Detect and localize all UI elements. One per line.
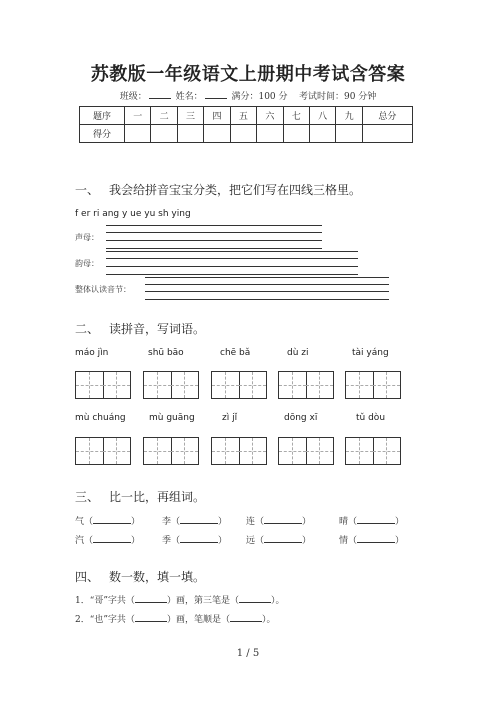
answer-blank[interactable] xyxy=(93,534,131,543)
full-score: 满分：100 分 xyxy=(231,92,288,102)
section4-heading xyxy=(75,568,205,585)
answer-blank[interactable] xyxy=(264,515,302,524)
answer-blank[interactable] xyxy=(264,534,302,543)
paren-close: ） xyxy=(395,517,405,527)
score-header-cell: 题序 xyxy=(80,107,125,125)
word-compare-item xyxy=(246,514,311,527)
question-text: ）画，笔顺是（ xyxy=(166,615,230,625)
char-label: 远（ xyxy=(246,536,265,546)
char-label: 气（ xyxy=(75,517,94,527)
section1-heading xyxy=(75,181,361,198)
tianzige-box[interactable] xyxy=(211,437,267,465)
word-compare-item xyxy=(75,533,140,546)
pinyin-word: máo jìn xyxy=(75,348,109,358)
pinyin-word: tài yáng xyxy=(352,348,389,358)
char-label: 连（ xyxy=(246,517,265,527)
score-header-cell: 二 xyxy=(151,107,177,125)
score-header-cell: 九 xyxy=(336,107,362,125)
page-number: 1 / 5 xyxy=(236,648,260,659)
section2-title: 读拼音，写词语。 xyxy=(109,322,206,336)
section1-letters: f er ri ang y ue yu sh ying xyxy=(75,209,191,219)
score-cell[interactable] xyxy=(204,125,230,143)
answer-blank[interactable] xyxy=(357,534,395,543)
tianzige-box[interactable] xyxy=(278,371,334,399)
tianzige-box[interactable] xyxy=(345,371,401,399)
answer-blank[interactable] xyxy=(357,515,395,524)
pinyin-word: mù guāng xyxy=(149,413,195,423)
tianzige-box[interactable] xyxy=(143,371,199,399)
question-1 xyxy=(75,593,284,606)
paren-close: ） xyxy=(302,517,312,527)
score-header-cell: 四 xyxy=(204,107,230,125)
question-2 xyxy=(75,612,275,625)
score-header-cell: 三 xyxy=(177,107,203,125)
score-header-cell: 总分 xyxy=(362,107,412,125)
paren-close: ） xyxy=(131,536,141,546)
question-text: 2．“也”字共（ xyxy=(75,615,135,625)
tianzige-box[interactable] xyxy=(278,437,334,465)
score-cell[interactable] xyxy=(125,125,151,143)
answer-blank[interactable] xyxy=(135,613,167,622)
word-compare-item xyxy=(246,533,311,546)
page-title: 苏教版一年级语文上册期中考试含答案 xyxy=(90,64,406,85)
score-header-cell: 五 xyxy=(230,107,256,125)
score-header-cell: 六 xyxy=(257,107,283,125)
tianzige-box[interactable] xyxy=(143,437,199,465)
answer-blank[interactable] xyxy=(135,594,167,603)
section4-title: 数一数，填一填。 xyxy=(109,570,206,584)
name-blank[interactable] xyxy=(205,90,227,99)
section2-heading xyxy=(75,320,205,337)
class-blank[interactable] xyxy=(149,90,171,99)
score-cell[interactable] xyxy=(336,125,362,143)
word-compare-item xyxy=(339,514,404,527)
word-compare-item xyxy=(75,514,140,527)
score-table xyxy=(79,106,413,143)
score-cell[interactable] xyxy=(283,125,309,143)
tianzige-box[interactable] xyxy=(345,437,401,465)
yunmu-label: 韵母： xyxy=(75,259,99,268)
answer-blank[interactable] xyxy=(230,613,262,622)
paren-close: ） xyxy=(302,536,312,546)
score-header-cell: 七 xyxy=(283,107,309,125)
question-text: ）。 xyxy=(261,615,276,625)
question-text: ）。 xyxy=(270,596,285,606)
pinyin-word: zì jǐ xyxy=(222,413,238,423)
pinyin-word: dù zi xyxy=(287,348,309,358)
class-label: 班级： xyxy=(119,92,147,102)
paren-close: ） xyxy=(218,536,228,546)
paren-close: ） xyxy=(395,536,405,546)
answer-blank[interactable] xyxy=(180,515,218,524)
shengmu-label: 声母： xyxy=(75,233,99,242)
score-cell[interactable] xyxy=(151,125,177,143)
char-label: 季（ xyxy=(162,536,181,546)
section1-title: 我会给拼音宝宝分类，把它们写在四线三格里。 xyxy=(109,183,362,197)
tianzige-box[interactable] xyxy=(75,437,131,465)
paren-close: ） xyxy=(218,517,228,527)
pinyin-word: mù chuáng xyxy=(75,413,126,423)
exam-time: 考试时间：90 分钟 xyxy=(298,92,377,102)
score-cell[interactable] xyxy=(230,125,256,143)
section1-number: 一、 xyxy=(75,183,100,197)
section3-number: 三、 xyxy=(75,490,100,504)
word-compare-item xyxy=(339,533,404,546)
char-label: 汽（ xyxy=(75,536,94,546)
score-header-cell: 一 xyxy=(125,107,151,125)
score-header-cell: 八 xyxy=(309,107,335,125)
score-cell[interactable] xyxy=(257,125,283,143)
pinyin-word: chē bǎ xyxy=(220,348,251,358)
question-text: 1．“哥”字共（ xyxy=(75,596,135,606)
pinyin-word: dōng xī xyxy=(284,413,318,423)
section3-heading xyxy=(75,488,205,505)
word-compare-item xyxy=(162,514,227,527)
name-label: 姓名： xyxy=(175,92,203,102)
answer-blank[interactable] xyxy=(239,594,271,603)
pinyin-word: tǔ dòu xyxy=(356,413,386,423)
pinyin-word: shū bāo xyxy=(148,348,184,358)
score-cell[interactable] xyxy=(309,125,335,143)
char-label: 情（ xyxy=(339,536,358,546)
answer-blank[interactable] xyxy=(180,534,218,543)
section3-title: 比一比，再组词。 xyxy=(109,490,206,504)
score-table-header xyxy=(80,107,413,125)
score-cell[interactable] xyxy=(362,125,412,143)
zhengti-label: 整体认读音节： xyxy=(75,285,131,294)
answer-blank[interactable] xyxy=(93,515,131,524)
word-compare-item xyxy=(162,533,227,546)
tianzige-box[interactable] xyxy=(211,371,267,399)
section4-number: 四、 xyxy=(75,570,100,584)
section2-number: 二、 xyxy=(75,322,100,336)
char-label: 李（ xyxy=(162,517,181,527)
score-cell[interactable] xyxy=(177,125,203,143)
exam-info xyxy=(0,89,496,102)
score-row-label: 得分 xyxy=(80,125,125,143)
paren-close: ） xyxy=(131,517,141,527)
char-label: 晴（ xyxy=(339,517,358,527)
question-text: ）画，第三笔是（ xyxy=(166,596,239,606)
tianzige-box[interactable] xyxy=(75,371,131,399)
score-table-row xyxy=(80,125,413,143)
